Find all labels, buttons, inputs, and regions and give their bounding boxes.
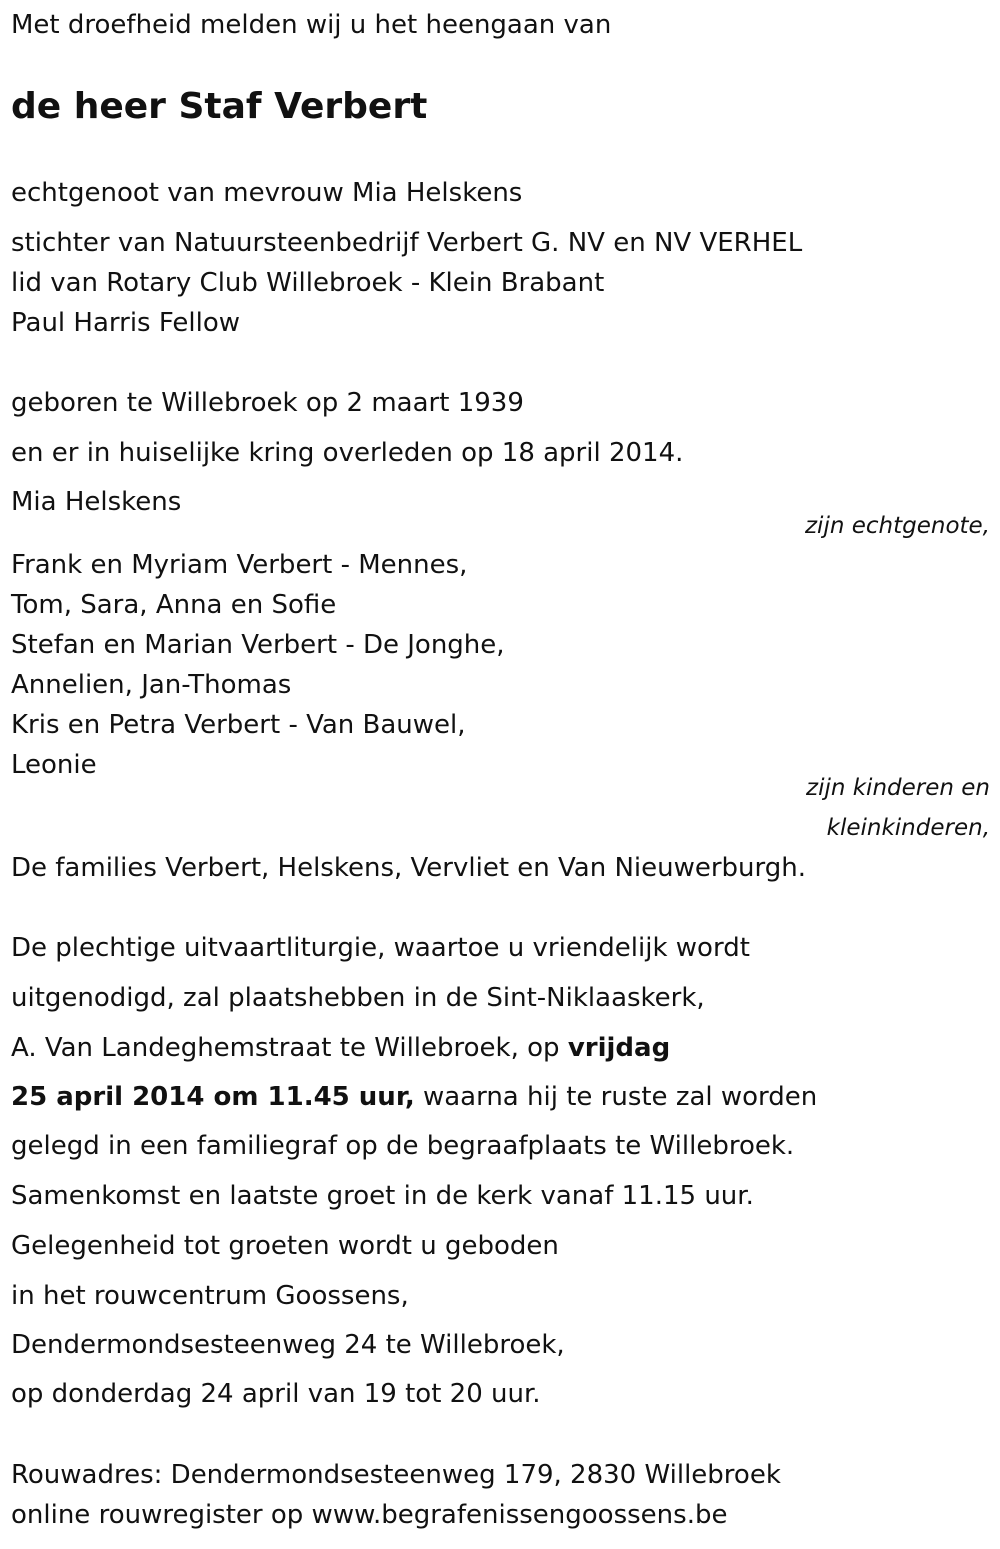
child-line: Leonie [11, 750, 97, 780]
funeral-line [11, 1033, 670, 1063]
intro-text: Met droefheid melden wij u het heengaan van [11, 10, 612, 40]
funeral-line: op donderdag 24 april van 19 tot 20 uur. [11, 1379, 541, 1409]
spouse-name: Mia Helskens [11, 487, 182, 517]
children-relation: kleinkinderen, [826, 815, 990, 841]
child-line: Annelien, Jan-Thomas [11, 670, 292, 700]
families-line: De families Verbert, Helskens, Vervliet en Van Nieuwerburgh. [11, 853, 807, 883]
funeral-line: Gelegenheid tot groeten wordt u geboden [11, 1231, 559, 1261]
child-line: Stefan en Marian Verbert - De Jonghe, [11, 630, 505, 660]
birth-line: geboren te Willebroek op 2 maart 1939 [11, 388, 524, 418]
funeral-datetime: 25 april 2014 om 11.45 uur, [11, 1082, 415, 1112]
spouse-relation: zijn echtgenote, [804, 513, 990, 539]
funeral-day: vrijdag [567, 1033, 671, 1063]
funeral-line: gelegd in een familiegraf op de begraafplaats te Willebroek. [11, 1131, 795, 1161]
children-relation: zijn kinderen en [806, 775, 990, 801]
child-line: Tom, Sara, Anna en Sofie [11, 590, 337, 620]
funeral-line: Samenkomst en laatste groet in de kerk vanaf 11.15 uur. [11, 1181, 754, 1211]
mourning-address: Rouwadres: Dendermondsesteenweg 179, 2830 Willebroek [11, 1460, 781, 1490]
online-register: online rouwregister op www.begrafenissengoossens.be [11, 1500, 728, 1530]
funeral-line: Dendermondsesteenweg 24 te Willebroek, [11, 1330, 565, 1360]
funeral-line: uitgenodigd, zal plaatshebben in de Sint-Niklaaskerk, [11, 983, 705, 1013]
role-line: stichter van Natuursteenbedrijf Verbert G. NV en NV VERHEL [11, 228, 803, 258]
spouse-line: echtgenoot van mevrouw Mia Helskens [11, 178, 523, 208]
role-line: Paul Harris Fellow [11, 308, 240, 338]
child-line: Kris en Petra Verbert - Van Bauwel, [11, 710, 466, 740]
funeral-line: De plechtige uitvaartliturgie, waartoe u vriendelijk wordt [11, 933, 750, 963]
death-line: en er in huiselijke kring overleden op 18 april 2014. [11, 438, 684, 468]
deceased-name: de heer Staf Verbert [11, 86, 428, 127]
funeral-text: A. Van Landeghemstraat te Willebroek, op [11, 1033, 568, 1063]
funeral-line: in het rouwcentrum Goossens, [11, 1281, 409, 1311]
child-line: Frank en Myriam Verbert - Mennes, [11, 550, 468, 580]
funeral-text: waarna hij te ruste zal worden [414, 1082, 818, 1112]
role-line: lid van Rotary Club Willebroek - Klein Brabant [11, 268, 605, 298]
funeral-line [11, 1082, 817, 1112]
